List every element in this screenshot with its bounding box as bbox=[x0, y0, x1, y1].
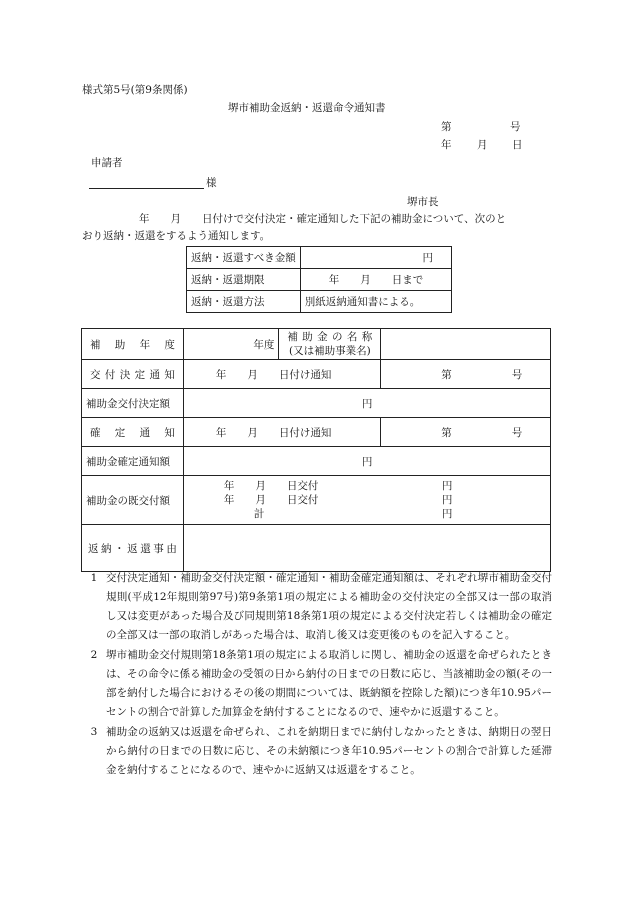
list-item: 3 補助金の返納又は返還を命ぜられ、これを納期日までに納付しなかったときは、納期日の翌日から納付の日までの日数に応じ、その未納額につき年10.95パーセントの割合で計算した延滞金を納付することになるので、速やかに返納又は返還をすること。 bbox=[90, 726, 552, 776]
return-summary-box bbox=[186, 246, 452, 313]
table-row bbox=[82, 360, 551, 389]
return-method-label: 返納・返還方法 bbox=[187, 291, 301, 313]
list-item: 1 交付決定通知・補助金交付決定額・確定通知・補助金確定通知額は、それぞれ堺市補助金交付規則(平成12年規則第97号)第9条第1項の規定による補助金の交付決定の全部又は一部の取消し又は変更があった場合及び同規則第18条第1項の規定による交付決定若しくは補助金の確定の全部又は一部の取消しがあった場合は、取消し後又は変更後のものを記入すること。 bbox=[90, 572, 552, 641]
table-row bbox=[82, 329, 551, 360]
document-title: 堺市補助金返納・返還命令通知書 bbox=[228, 102, 386, 114]
date-month: 月 bbox=[477, 139, 488, 151]
return-method-value: 別紙返納通知書による。 bbox=[300, 291, 451, 313]
already-granted-amount-label: 補助金の既交付額 bbox=[82, 476, 184, 525]
grant-decision-amount-value: 円 bbox=[183, 389, 550, 418]
return-amount-label: 返納・返還すべき金額 bbox=[187, 247, 301, 269]
mayor-label: 堺市長 bbox=[407, 196, 439, 208]
confirmation-notice-label: 確定通知 bbox=[82, 418, 184, 447]
notice-number-prefix: 第 bbox=[441, 121, 452, 133]
sama-label: 様 bbox=[206, 177, 217, 189]
body-text-line2: おり返納・返還をするよう通知します。 bbox=[82, 230, 271, 242]
return-method-row bbox=[187, 291, 452, 313]
subsidy-name-value bbox=[381, 329, 551, 360]
return-deadline-row bbox=[187, 269, 452, 291]
return-reason-value bbox=[183, 525, 550, 572]
return-reason-label: 返納・返還事由 bbox=[82, 525, 184, 572]
return-deadline-value: 年 月 日まで bbox=[300, 269, 451, 291]
applicant-label: 申請者 bbox=[91, 157, 123, 169]
list-item: 2 堺市補助金交付規則第18条第1項の規定による取消しに関し、補助金の返還を命ぜられたときは、その命令に係る補助金の受領の日から納付の日までの日数に応じ、当該補助金の額(その一部を納付した場合におけるその後の期間については、既納額を控除した額)につき年10.95パーセントの割合で計算した加算金を納付することになるので、速やかに返還すること。 bbox=[90, 649, 552, 718]
date-year: 年 bbox=[441, 139, 452, 151]
return-amount-row bbox=[187, 247, 452, 269]
table-row bbox=[82, 525, 551, 572]
applicant-name-line bbox=[89, 187, 204, 189]
confirmation-amount-label: 補助金確定通知額 bbox=[82, 447, 184, 476]
notice-number-suffix: 号 bbox=[510, 121, 521, 133]
confirmation-amount-value: 円 bbox=[183, 447, 550, 476]
grant-decision-notice-date: 年 月 日付け通知 bbox=[183, 360, 380, 389]
grant-decision-notice-label: 交付決定通知 bbox=[82, 360, 184, 389]
table-row bbox=[82, 389, 551, 418]
return-deadline-label: 返納・返還期限 bbox=[187, 269, 301, 291]
confirmation-notice-date: 年 月 日付け通知 bbox=[183, 418, 380, 447]
form-number: 様式第5号(第9条関係) bbox=[82, 84, 188, 96]
subsidy-details-table bbox=[81, 328, 551, 572]
date-day: 日 bbox=[512, 139, 523, 151]
confirmation-notice-number: 第 号 bbox=[381, 418, 551, 447]
grant-decision-notice-number: 第 号 bbox=[381, 360, 551, 389]
table-row bbox=[82, 476, 551, 525]
subsidy-name-label: 補助金の名称 (又は補助事業名) bbox=[279, 329, 381, 360]
fiscal-year-label: 補助年度 bbox=[82, 329, 184, 360]
return-amount-value: 円 bbox=[300, 247, 451, 269]
grant-decision-amount-label: 補助金交付決定額 bbox=[82, 389, 184, 418]
fiscal-year-value: 年度 bbox=[183, 329, 279, 360]
body-text-line1: 年 月 日付けで交付決定・確定通知した下記の補助金について、次のと bbox=[139, 213, 507, 225]
table-row bbox=[82, 447, 551, 476]
already-granted-amount-values: 年 月 日交付 円 年 月 日交付 円 計 円 bbox=[183, 476, 550, 525]
table-row bbox=[82, 418, 551, 447]
notes-list bbox=[82, 569, 552, 781]
